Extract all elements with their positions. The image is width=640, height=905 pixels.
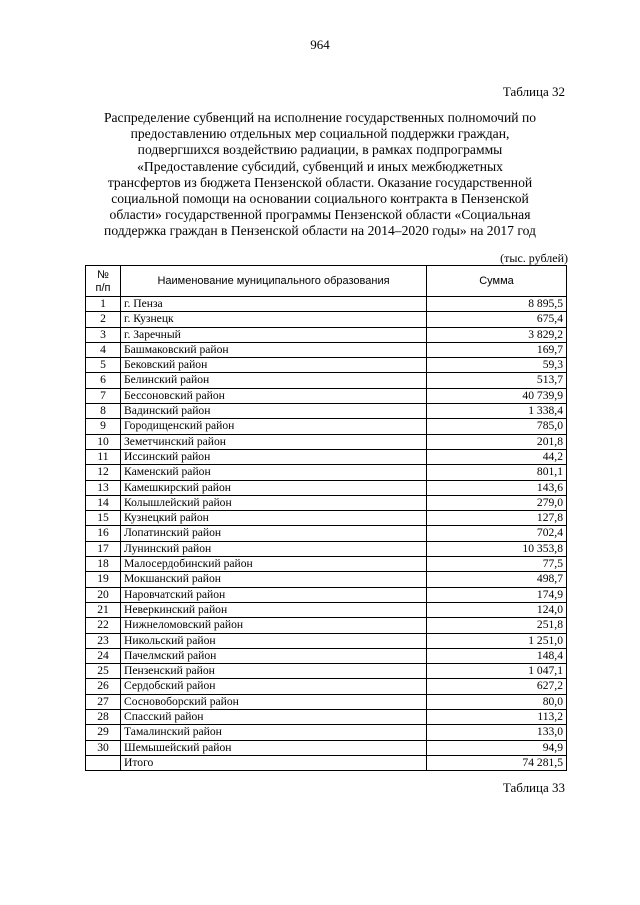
table-row xyxy=(86,602,567,617)
table-row xyxy=(86,648,567,663)
municipality-name: Спасский район xyxy=(121,710,427,725)
table-row xyxy=(86,449,567,464)
row-sum: 279,0 xyxy=(427,495,567,510)
row-number: 29 xyxy=(86,725,121,740)
municipality-name: г. Кузнецк xyxy=(121,312,427,327)
row-sum: 785,0 xyxy=(427,419,567,434)
table-row xyxy=(86,633,567,648)
row-sum: 169,7 xyxy=(427,342,567,357)
table-row xyxy=(86,511,567,526)
table-row xyxy=(86,388,567,403)
municipality-name: Шемышейский район xyxy=(121,740,427,755)
row-number: 24 xyxy=(86,648,121,663)
municipality-name: Земетчинский район xyxy=(121,434,427,449)
row-number: 8 xyxy=(86,404,121,419)
row-sum: 801,1 xyxy=(427,465,567,480)
row-number: 19 xyxy=(86,572,121,587)
header-sum: Сумма xyxy=(427,266,567,297)
table-row xyxy=(86,419,567,434)
row-sum: 1 251,0 xyxy=(427,633,567,648)
row-number: 5 xyxy=(86,358,121,373)
row-number: 25 xyxy=(86,664,121,679)
row-sum: 143,6 xyxy=(427,480,567,495)
table-row xyxy=(86,342,567,357)
row-number: 1 xyxy=(86,297,121,312)
table-row xyxy=(86,664,567,679)
row-number: 17 xyxy=(86,541,121,556)
document-title xyxy=(70,110,570,240)
municipality-name: Бековский район xyxy=(121,358,427,373)
row-number: 23 xyxy=(86,633,121,648)
row-sum: 133,0 xyxy=(427,725,567,740)
municipality-name: Каменский район xyxy=(121,465,427,480)
row-sum: 10 353,8 xyxy=(427,541,567,556)
row-sum: 124,0 xyxy=(427,602,567,617)
units-label: (тыс. рублей) xyxy=(500,251,568,265)
row-sum: 627,2 xyxy=(427,679,567,694)
total-sum: 74 281,5 xyxy=(427,755,567,770)
row-sum: 251,8 xyxy=(427,618,567,633)
title-line: Распределение субвенций на исполнение государственных полномочий по xyxy=(103,110,537,125)
row-sum: 174,9 xyxy=(427,587,567,602)
municipality-name: Никольский район xyxy=(121,633,427,648)
table-row xyxy=(86,618,567,633)
row-number: 9 xyxy=(86,419,121,434)
table-row xyxy=(86,495,567,510)
row-number: 11 xyxy=(86,449,121,464)
table-row xyxy=(86,694,567,709)
municipality-name: Башмаковский район xyxy=(121,342,427,357)
table-row xyxy=(86,297,567,312)
municipality-name: Иссинский район xyxy=(121,449,427,464)
title-line: социальной помощи на основании социального контракта в Пензенской xyxy=(111,191,529,207)
header-num xyxy=(86,266,121,297)
table-body xyxy=(86,297,567,771)
subvention-table xyxy=(85,265,567,771)
row-sum: 94,9 xyxy=(427,740,567,755)
municipality-name: Колышлейский район xyxy=(121,495,427,510)
table-row xyxy=(86,740,567,755)
municipality-name: Бессоновский район xyxy=(121,388,427,403)
table-row xyxy=(86,541,567,556)
row-sum: 77,5 xyxy=(427,557,567,572)
table-header-row xyxy=(86,266,567,297)
municipality-name: Вадинский район xyxy=(121,404,427,419)
table-row xyxy=(86,404,567,419)
row-number: 26 xyxy=(86,679,121,694)
row-sum: 127,8 xyxy=(427,511,567,526)
municipality-name: Белинский район xyxy=(121,373,427,388)
row-sum: 675,4 xyxy=(427,312,567,327)
total-row xyxy=(86,755,567,770)
row-sum: 59,3 xyxy=(427,358,567,373)
row-number: 4 xyxy=(86,342,121,357)
title-line: трансфертов из бюджета Пензенской области. Оказание государственной xyxy=(107,174,533,190)
table-label-top: Таблица 32 xyxy=(502,84,565,99)
table-row xyxy=(86,434,567,449)
row-sum: 8 895,5 xyxy=(427,297,567,312)
title-line: подвергшихся воздействию радиации, в рамках подпрограммы xyxy=(137,142,503,158)
header-num-line: п/п xyxy=(95,281,111,294)
title-line: «Предоставление субсидий, субвенций и иных межбюджетных xyxy=(137,158,503,174)
table-row xyxy=(86,312,567,327)
table-row xyxy=(86,526,567,541)
row-sum: 44,2 xyxy=(427,449,567,464)
municipality-name: Кузнецкий район xyxy=(121,511,427,526)
row-number: 15 xyxy=(86,511,121,526)
row-number: 28 xyxy=(86,710,121,725)
table-row xyxy=(86,679,567,694)
table-row xyxy=(86,327,567,342)
row-number: 16 xyxy=(86,526,121,541)
municipality-name: Тамалинский район xyxy=(121,725,427,740)
table-label-bottom: Таблица 33 xyxy=(502,780,565,795)
row-sum: 148,4 xyxy=(427,648,567,663)
row-number: 12 xyxy=(86,465,121,480)
table-row xyxy=(86,725,567,740)
municipality-name: Пензенский район xyxy=(121,664,427,679)
row-sum: 1 338,4 xyxy=(427,404,567,419)
row-number: 13 xyxy=(86,480,121,495)
table-row xyxy=(86,587,567,602)
row-number: 14 xyxy=(86,495,121,510)
row-number: 7 xyxy=(86,388,121,403)
municipality-name: Наровчатский район xyxy=(121,587,427,602)
row-sum: 1 047,1 xyxy=(427,664,567,679)
row-number: 20 xyxy=(86,587,121,602)
table-row xyxy=(86,465,567,480)
row-number: 27 xyxy=(86,694,121,709)
municipality-name: Сердобский район xyxy=(121,679,427,694)
table-row xyxy=(86,557,567,572)
municipality-name: Лопатинский район xyxy=(121,526,427,541)
row-sum: 40 739,9 xyxy=(427,388,567,403)
municipality-name: Неверкинский район xyxy=(121,602,427,617)
municipality-name: Нижнеломовский район xyxy=(121,618,427,633)
row-sum: 498,7 xyxy=(427,572,567,587)
municipality-name: г. Заречный xyxy=(121,327,427,342)
municipality-name: г. Пенза xyxy=(121,297,427,312)
row-number: 3 xyxy=(86,327,121,342)
row-number: 22 xyxy=(86,618,121,633)
row-sum: 113,2 xyxy=(427,710,567,725)
row-sum: 80,0 xyxy=(427,694,567,709)
row-number: 2 xyxy=(86,312,121,327)
table-row xyxy=(86,358,567,373)
municipality-name: Пачелмский район xyxy=(121,648,427,663)
row-number: 18 xyxy=(86,557,121,572)
municipality-name: Лунинский район xyxy=(121,541,427,556)
total-label: Итого xyxy=(121,755,427,770)
header-num-line: № xyxy=(97,268,109,281)
table-row xyxy=(86,710,567,725)
municipality-name: Малосердобинский район xyxy=(121,557,427,572)
municipality-name: Городищенский район xyxy=(121,419,427,434)
table-row xyxy=(86,480,567,495)
row-number: 30 xyxy=(86,740,121,755)
table-row xyxy=(86,373,567,388)
table-row xyxy=(86,572,567,587)
title-line: поддержка граждан в Пензенской области на 2014–2020 годы» на 2017 год xyxy=(104,223,536,239)
row-sum: 3 829,2 xyxy=(427,327,567,342)
municipality-name: Камешкирский район xyxy=(121,480,427,495)
title-line: области» государственной программы Пензенской области «Социальная xyxy=(109,207,531,223)
row-sum: 702,4 xyxy=(427,526,567,541)
title-line: предоставлению отдельных мер социальной поддержки граждан, xyxy=(130,126,510,142)
row-sum: 201,8 xyxy=(427,434,567,449)
row-number: 10 xyxy=(86,434,121,449)
header-name: Наименование муниципального образования xyxy=(121,266,427,297)
row-sum: 513,7 xyxy=(427,373,567,388)
page-number: 964 xyxy=(310,37,330,52)
row-number: 6 xyxy=(86,373,121,388)
total-num xyxy=(86,755,121,770)
row-number: 21 xyxy=(86,602,121,617)
municipality-name: Мокшанский район xyxy=(121,572,427,587)
municipality-name: Сосновоборский район xyxy=(121,694,427,709)
